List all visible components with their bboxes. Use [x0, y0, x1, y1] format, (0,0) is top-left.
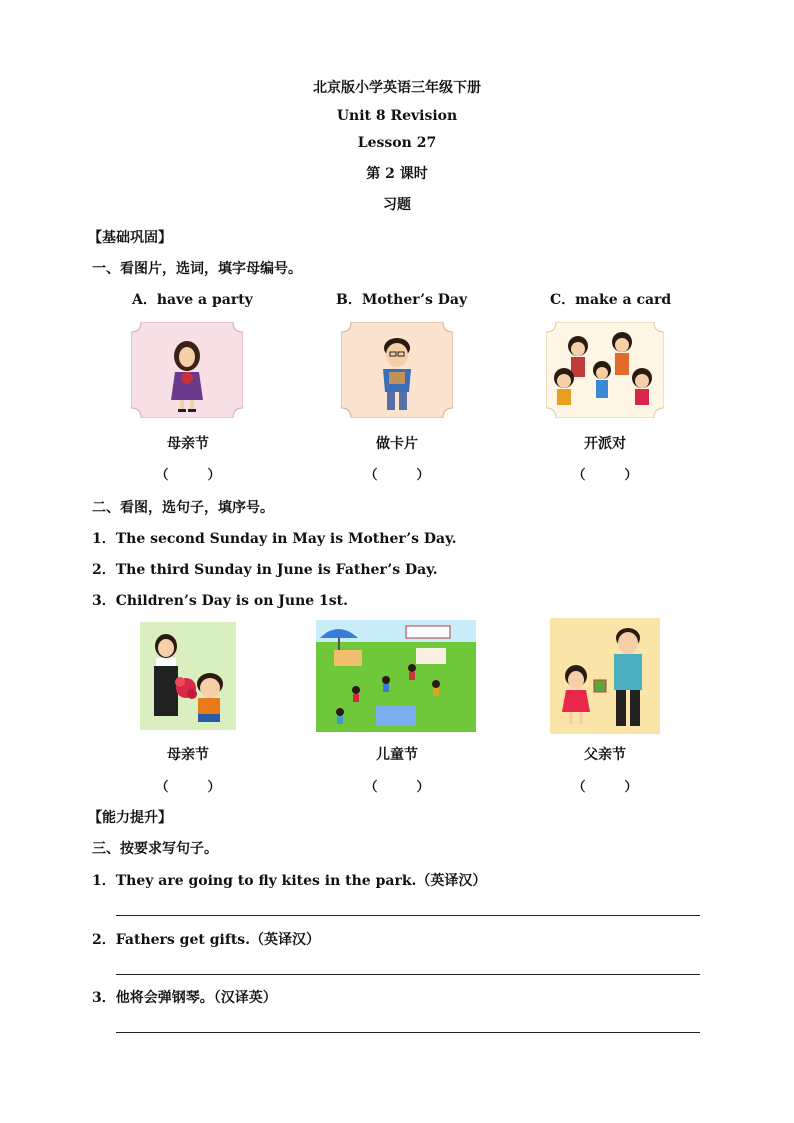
childrens-day-park-icon — [316, 620, 476, 732]
q3-answer-line-2[interactable] — [116, 974, 700, 975]
q2-answer-blank-2[interactable]: （ ） — [364, 780, 430, 795]
q3-item-1: 1．They are going to fly kites in the park.（英译汉） — [92, 873, 487, 889]
q2-caption-1: 母亲节 — [167, 747, 209, 763]
q2-caption-3: 父亲节 — [584, 747, 626, 763]
q1-caption-1: 母亲节 — [167, 436, 209, 452]
q1-option-a: A．have a party — [132, 292, 253, 308]
q1-option-b: B．Mother’s Day — [336, 292, 468, 308]
q2-instruction: 二、看图，选句子，填序号。 — [92, 500, 274, 516]
section-basic-label: 【基础巩固】 — [88, 230, 172, 246]
q2-answer-blank-1[interactable]: （ ） — [155, 780, 221, 795]
q2-sentence-2: 2．The third Sunday in June is Father’s Day. — [92, 562, 438, 578]
q1-caption-2: 做卡片 — [376, 436, 418, 452]
q3-item-3: 3．他将会弹钢琴。（汉译英） — [92, 990, 277, 1006]
period-title: 第 2 课时 — [366, 166, 428, 182]
q2-answer-blank-3[interactable]: （ ） — [572, 780, 638, 795]
q1-answer-blank-2[interactable]: （ ） — [364, 468, 430, 483]
q2-sentence-3: 3．Children’s Day is on June 1st. — [92, 593, 348, 609]
q3-answer-line-3[interactable] — [116, 1032, 700, 1033]
children-party-icon — [546, 322, 664, 418]
q3-item-2: 2．Fathers get gifts.（英译汉） — [92, 932, 321, 948]
q1-answer-blank-3[interactable]: （ ） — [572, 468, 638, 483]
q1-option-c: C．make a card — [550, 292, 672, 308]
worksheet-title: 北京版小学英语三年级下册 — [313, 80, 481, 96]
q1-caption-3: 开派对 — [584, 436, 626, 452]
girl-with-flowers-icon — [131, 322, 243, 418]
q2-caption-2: 儿童节 — [376, 747, 418, 763]
q1-answer-blank-1[interactable]: （ ） — [155, 468, 221, 483]
q2-sentence-1: 1．The second Sunday in May is Mother’s Day. — [92, 531, 457, 547]
section-advanced-label: 【能力提升】 — [88, 810, 172, 826]
q3-answer-line-1[interactable] — [116, 915, 700, 916]
boy-giving-mother-flowers-icon — [140, 622, 236, 730]
unit-title: Unit 8 Revision — [336, 108, 458, 124]
exercise-subtitle: 习题 — [383, 197, 411, 213]
q3-instruction: 三、按要求写句子。 — [92, 841, 218, 857]
girl-giving-father-gift-icon — [550, 618, 660, 734]
q1-instruction: 一、看图片，选词，填字母编号。 — [92, 261, 302, 277]
lesson-title: Lesson 27 — [357, 135, 437, 151]
boy-with-card-icon — [341, 322, 453, 418]
